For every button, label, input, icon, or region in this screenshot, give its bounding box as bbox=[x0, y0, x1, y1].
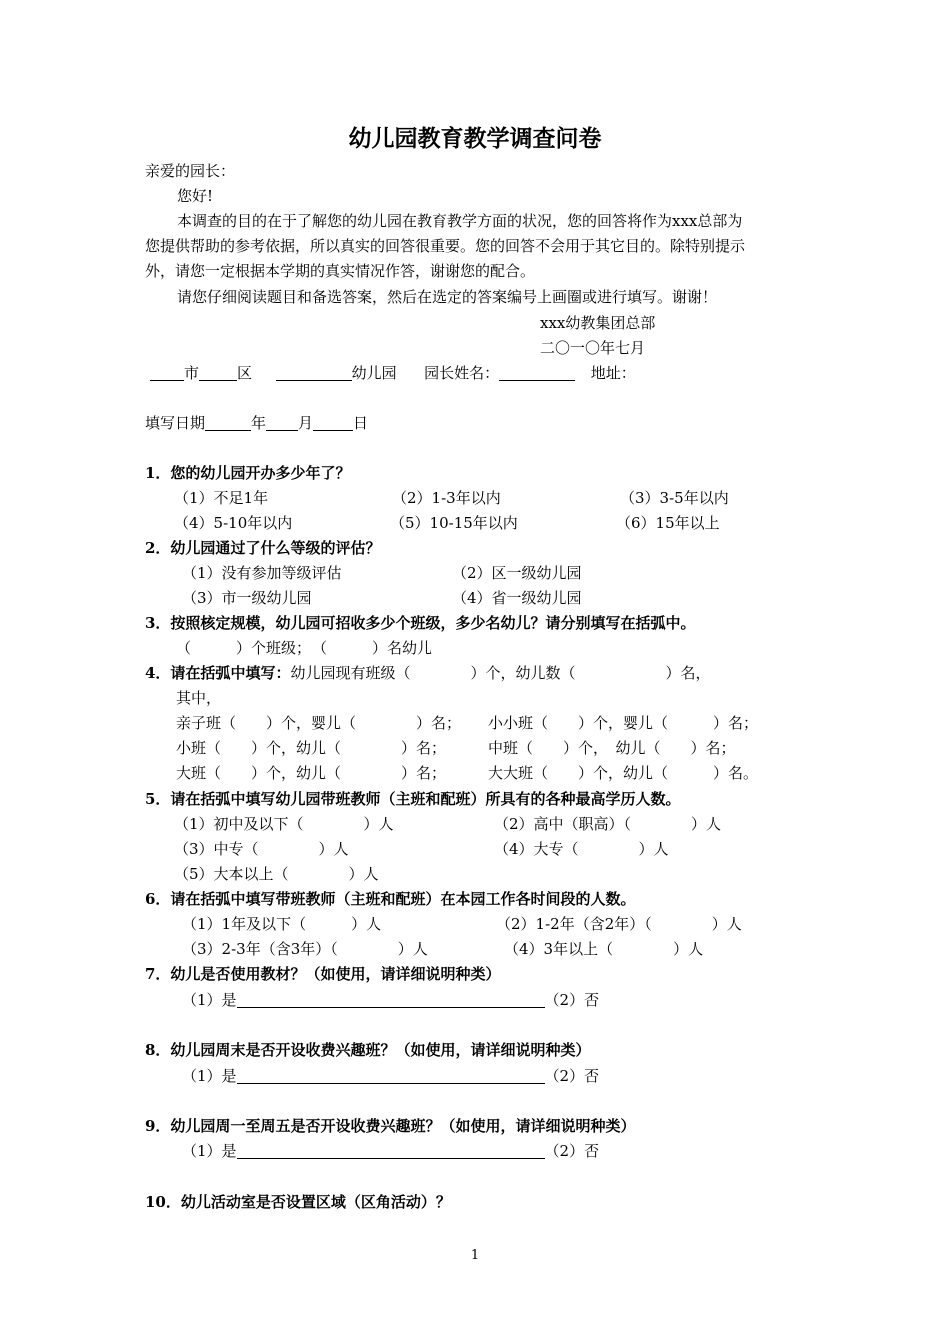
month-label: 月 bbox=[298, 414, 314, 432]
hello: 您好! bbox=[177, 187, 214, 205]
q9-answer-line bbox=[182, 1141, 599, 1161]
q1-option-1[interactable]: （1）不足1年 bbox=[174, 489, 269, 507]
q7-detail-blank[interactable] bbox=[237, 991, 545, 1008]
intro-line-1: 本调查的目的在于了解您的幼儿园在教育教学方面的状况，您的回答将作为xxx总部为 bbox=[177, 212, 743, 230]
district-label: 区 bbox=[237, 364, 253, 382]
year-blank[interactable] bbox=[205, 414, 251, 431]
day-label: 日 bbox=[353, 414, 369, 432]
q3-blank-children[interactable]: （ ）名幼儿 bbox=[312, 639, 433, 657]
q1-option-3[interactable]: （3）3-5年以内 bbox=[620, 489, 729, 507]
kindergarten-blank[interactable] bbox=[276, 364, 352, 381]
q3-title: 3．按照核定规模，幼儿园可招收多少个班级，多少名幼儿？请分别填写在括弧中。 bbox=[145, 614, 696, 632]
year-label: 年 bbox=[251, 414, 267, 432]
q9-detail-blank[interactable] bbox=[237, 1142, 545, 1159]
fill-date-line bbox=[145, 413, 368, 433]
director-name-label: 园长姓名： bbox=[424, 364, 500, 382]
day-blank[interactable] bbox=[313, 414, 353, 431]
q2-option-1[interactable]: （1）没有参加等级评估 bbox=[182, 564, 342, 582]
q4-among: 其中， bbox=[176, 689, 222, 707]
q5-title: 5．请在括弧中填写幼儿园带班教师（主班和配班）所具有的各种最高学历人数。 bbox=[145, 790, 681, 808]
q9-yes[interactable]: （1）是 bbox=[182, 1142, 237, 1160]
q4-row3-right[interactable]: 大大班（ ）个，幼儿（ ）名。 bbox=[488, 764, 759, 782]
greeting: 亲爱的园长： bbox=[145, 162, 236, 180]
instruction: 请您仔细阅读题目和备选答案，然后在选定的答案编号上画圈或进行填写。谢谢！ bbox=[177, 288, 718, 306]
q5-option-1[interactable]: （1）初中及以下（ ）人 bbox=[174, 815, 394, 833]
signed-date: 二〇一〇年七月 bbox=[540, 339, 646, 357]
city-label: 市 bbox=[184, 364, 200, 382]
q2-title: 2．幼儿园通过了什么等级的评估？ bbox=[145, 539, 381, 557]
q4-row1-left[interactable]: 亲子班（ ）个，婴儿（ ）名； bbox=[176, 714, 462, 732]
address-label: 地址： bbox=[590, 364, 636, 382]
q6-option-4[interactable]: （4）3年以上（ ）人 bbox=[504, 940, 704, 958]
q9-title: 9．幼儿园周一至周五是否开设收费兴趣班？（如使用，请详细说明种类） bbox=[145, 1117, 636, 1135]
q5-option-2[interactable]: （2）高中（职高）（ ）人 bbox=[494, 815, 722, 833]
q8-yes[interactable]: （1）是 bbox=[182, 1067, 237, 1085]
q7-no[interactable]: （2）否 bbox=[544, 991, 600, 1009]
q3-blank-classes[interactable]: （ ）个班级； bbox=[176, 639, 312, 657]
q7-title: 7．幼儿是否使用教材？（如使用，请详细说明种类） bbox=[145, 965, 501, 983]
q8-no[interactable]: （2）否 bbox=[544, 1067, 600, 1085]
q4-title bbox=[145, 663, 710, 683]
q8-title: 8．幼儿园周末是否开设收费兴趣班？（如使用，请详细说明种类） bbox=[145, 1041, 591, 1059]
district-blank[interactable] bbox=[199, 364, 237, 381]
q6-option-3[interactable]: （3）2-3年（含3年）（ ）人 bbox=[182, 940, 428, 958]
q8-answer-line bbox=[182, 1066, 599, 1086]
q1-option-2[interactable]: （2）1-3年以内 bbox=[392, 489, 501, 507]
q1-title: 1．您的幼儿园开办多少年了？ bbox=[145, 464, 351, 482]
q2-option-4[interactable]: （4）省一级幼儿园 bbox=[452, 589, 582, 607]
info-line bbox=[150, 363, 636, 383]
kindergarten-label: 幼儿园 bbox=[351, 364, 397, 382]
q6-title: 6．请在括弧中填写带班教师（主班和配班）在本园工作各时间段的人数。 bbox=[145, 890, 636, 908]
page-number: 1 bbox=[470, 1248, 480, 1263]
intro-line-2: 您提供帮助的参考依据，所以真实的回答很重要。您的回答不会用于其它目的。除特别提示 bbox=[145, 237, 746, 255]
fill-date-label: 填写日期 bbox=[145, 414, 206, 432]
sender: xxx幼教集团总部 bbox=[540, 314, 656, 332]
q4-title-bold: 4．请在括弧中填写： bbox=[145, 664, 291, 682]
q4-row2-left[interactable]: 小班（ ）个，幼儿（ ）名； bbox=[176, 739, 447, 757]
q2-option-2[interactable]: （2）区一级幼儿园 bbox=[452, 564, 582, 582]
q4-row1-right[interactable]: 小小班（ ）个，婴儿（ ）名； bbox=[488, 714, 759, 732]
q4-row3-left[interactable]: 大班（ ）个，幼儿（ ）名； bbox=[176, 764, 447, 782]
intro-line-3: 外，请您一定根据本学期的真实情况作答，谢谢您的配合。 bbox=[145, 262, 536, 280]
director-name-blank[interactable] bbox=[499, 364, 575, 381]
q5-option-4[interactable]: （4）大专（ ）人 bbox=[494, 840, 669, 858]
q8-detail-blank[interactable] bbox=[237, 1067, 545, 1084]
q6-option-1[interactable]: （1）1年及以下（ ）人 bbox=[182, 915, 382, 933]
q1-option-5[interactable]: （5）10-15年以内 bbox=[390, 514, 518, 532]
q9-no[interactable]: （2）否 bbox=[544, 1142, 600, 1160]
q5-option-3[interactable]: （3）中专（ ）人 bbox=[174, 840, 349, 858]
city-blank[interactable] bbox=[150, 364, 184, 381]
month-blank[interactable] bbox=[266, 414, 298, 431]
q10-title: 10．幼儿活动室是否设置区域（区角活动）？ bbox=[145, 1193, 451, 1211]
q4-title-rest[interactable]: 幼儿园现有班级（ ）个，幼儿数（ ）名， bbox=[290, 664, 711, 682]
q6-option-2[interactable]: （2）1-2年（含2年）（ ）人 bbox=[496, 915, 742, 933]
q2-option-3[interactable]: （3）市一级幼儿园 bbox=[182, 589, 312, 607]
q7-yes[interactable]: （1）是 bbox=[182, 991, 237, 1009]
page-title: 幼儿园教育教学调查问卷 bbox=[348, 125, 602, 152]
q4-row2-right[interactable]: 中班（ ）个， 幼儿（ ）名； bbox=[488, 739, 736, 757]
q7-answer-line bbox=[182, 990, 599, 1010]
q1-option-4[interactable]: （4）5-10年以内 bbox=[174, 514, 293, 532]
q1-option-6[interactable]: （6）15年以上 bbox=[616, 514, 720, 532]
q5-option-5[interactable]: （5）大本以上（ ）人 bbox=[174, 865, 379, 883]
